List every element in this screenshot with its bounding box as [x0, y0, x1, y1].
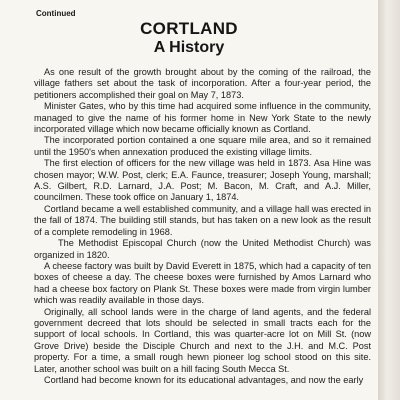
article-body [34, 67, 371, 386]
page-title: CORTLAND [140, 19, 238, 38]
page-edge-shadow [378, 0, 400, 400]
paragraph-square-mile: The incorporated portion contained a one square mile area, and so it remained until the 1950's when annexation produced the existing village limits. [34, 135, 371, 157]
continued-label: Continued [36, 9, 76, 18]
paragraph-methodist-church: The Methodist Episcopal Church (now the United Methodist Church) was organized in 1820. [34, 238, 371, 260]
page-subtitle: A History [153, 39, 225, 56]
paragraph-village-hall: Cortland became a well established community, and a village hall was erected in the fall of 1874. The building still stands, but has taken on a new look as the result of a complete remodeling in 1968. [34, 203, 371, 237]
paragraph-cheese-factory: A cheese factory was built by David Everett in 1875, which had a capacity of ten boxes of cheese a day. The cheese boxes were furnished by Amos Larnard who had a cheese box factory on Plank St. These boxes were made from virgin lumber which was readily available in those days. [34, 260, 371, 306]
paragraph-school-lands: Originally, all school lands were in the charge of land agents, and the federal government decreed that lots should be selected in small tracts each for the support of local schools. In Cortland, this was quarter-acre lot on Mill St. (now Grove Drive) beside the Disciple Church and next to the J.H. and M.C. Post property. For a time, a small rough hewn pioneer log school stood on this site. Later, another school was built on a hill facing South Mecca St. [34, 306, 371, 374]
paragraph-first-election: The first election of officers for the new village was held in 1873. Asa Hine was chosen mayor; W.W. Post, clerk; E.A. Faunce, treasurer; Joseph Young, marshall; A.S. Gilbert, R.D. Larnard, J.A. Post; M. Bacon, M. Craft, and A.J. Miller, councilmen. These took office on January 1, 1874. [34, 158, 371, 203]
paragraph-educational: Cortland had become known for its educational advantages, and now the early [44, 374, 364, 385]
paragraph-incorporation: As one result of the growth brought about by the coming of the railroad, the village fathers set about the task of incorporation. After a four-year period, the petitioners accomplished their goal on May 7, 1873. [34, 67, 371, 100]
paragraph-minister-gates: Minister Gates, who by this time had acquired some influence in the community, managed to give the name of his former home in New York State to the newly incorporated village which now became officially known as Cortland. [34, 101, 371, 135]
